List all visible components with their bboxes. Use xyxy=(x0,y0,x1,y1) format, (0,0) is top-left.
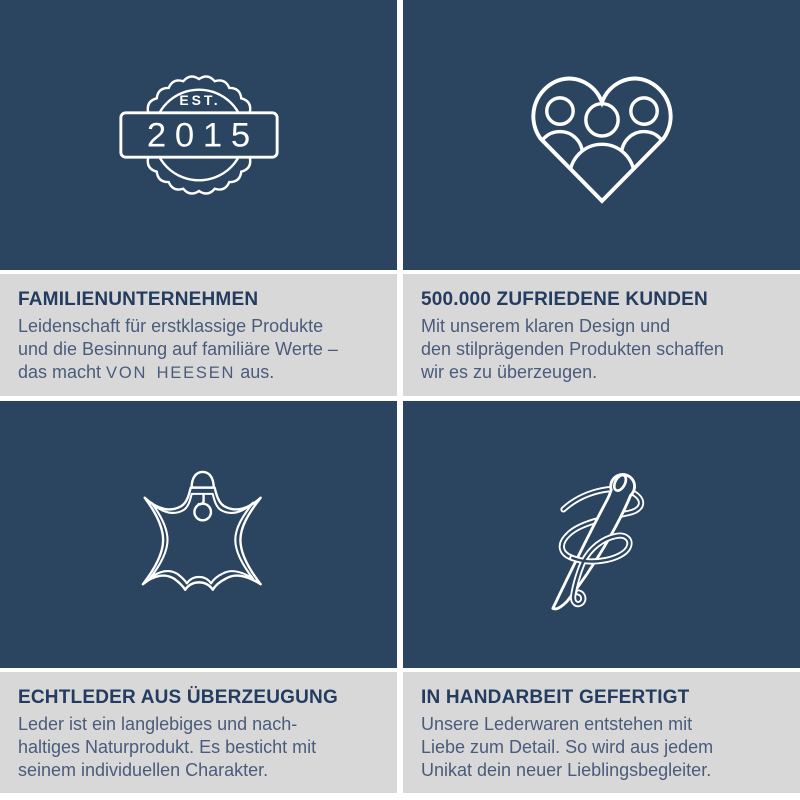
feature-text xyxy=(0,274,397,396)
feature-line: den stilprägenden Produkten schaffen xyxy=(421,339,724,359)
feature-line: Liebe zum Detail. So wird aus jedem xyxy=(421,737,714,757)
est-2015-badge-icon xyxy=(117,53,281,217)
line-suffix: aus. xyxy=(235,362,275,382)
feature-line: Unikat dein neuer Lieblingsbegleiter. xyxy=(421,760,712,780)
icon-panel xyxy=(403,0,800,270)
feature-heading: 500.000 ZUFRIEDENE KUNDEN xyxy=(421,289,708,310)
feature-line: und die Besinnung auf familiäre Werte – xyxy=(18,339,338,359)
feature-family-company xyxy=(0,0,397,396)
feature-line: Leidenschaft für erstklassige Produkte xyxy=(18,316,324,336)
icon-panel xyxy=(403,401,800,668)
feature-heading: IN HANDARBEIT GEFERTIGT xyxy=(421,687,690,708)
feature-heading: ECHTLEDER AUS ÜBERZEUGUNG xyxy=(18,687,338,708)
feature-happy-customers xyxy=(403,0,800,396)
feature-line: Leder ist ein langlebiges und nach- xyxy=(18,714,298,734)
icon-panel xyxy=(0,0,397,270)
icon-panel xyxy=(0,401,397,668)
needle-thread-icon xyxy=(535,451,668,619)
line-prefix: das macht xyxy=(18,362,107,382)
svg-text:2015: 2015 xyxy=(146,116,259,155)
feature-text xyxy=(403,274,800,396)
feature-line xyxy=(18,361,379,385)
feature-line: Unsere Lederwaren entstehen mit xyxy=(421,714,693,734)
family-heart-icon xyxy=(514,57,690,214)
feature-text xyxy=(0,672,397,793)
feature-handmade xyxy=(403,401,800,793)
feature-line: haltiges Naturprodukt. Es besticht mit xyxy=(18,737,317,757)
leather-hide-icon xyxy=(130,459,268,611)
feature-line: seinem individuellen Charakter. xyxy=(18,760,269,780)
feature-text xyxy=(403,672,800,793)
svg-text:EST.: EST. xyxy=(178,92,221,109)
feature-line: Mit unserem klaren Design und xyxy=(421,316,671,336)
brand-name: VON HEESEN xyxy=(106,364,236,382)
feature-real-leather xyxy=(0,401,397,793)
feature-line: wir es zu überzeugen. xyxy=(421,362,598,382)
feature-heading: FAMILIENUNTERNEHMEN xyxy=(18,289,259,310)
